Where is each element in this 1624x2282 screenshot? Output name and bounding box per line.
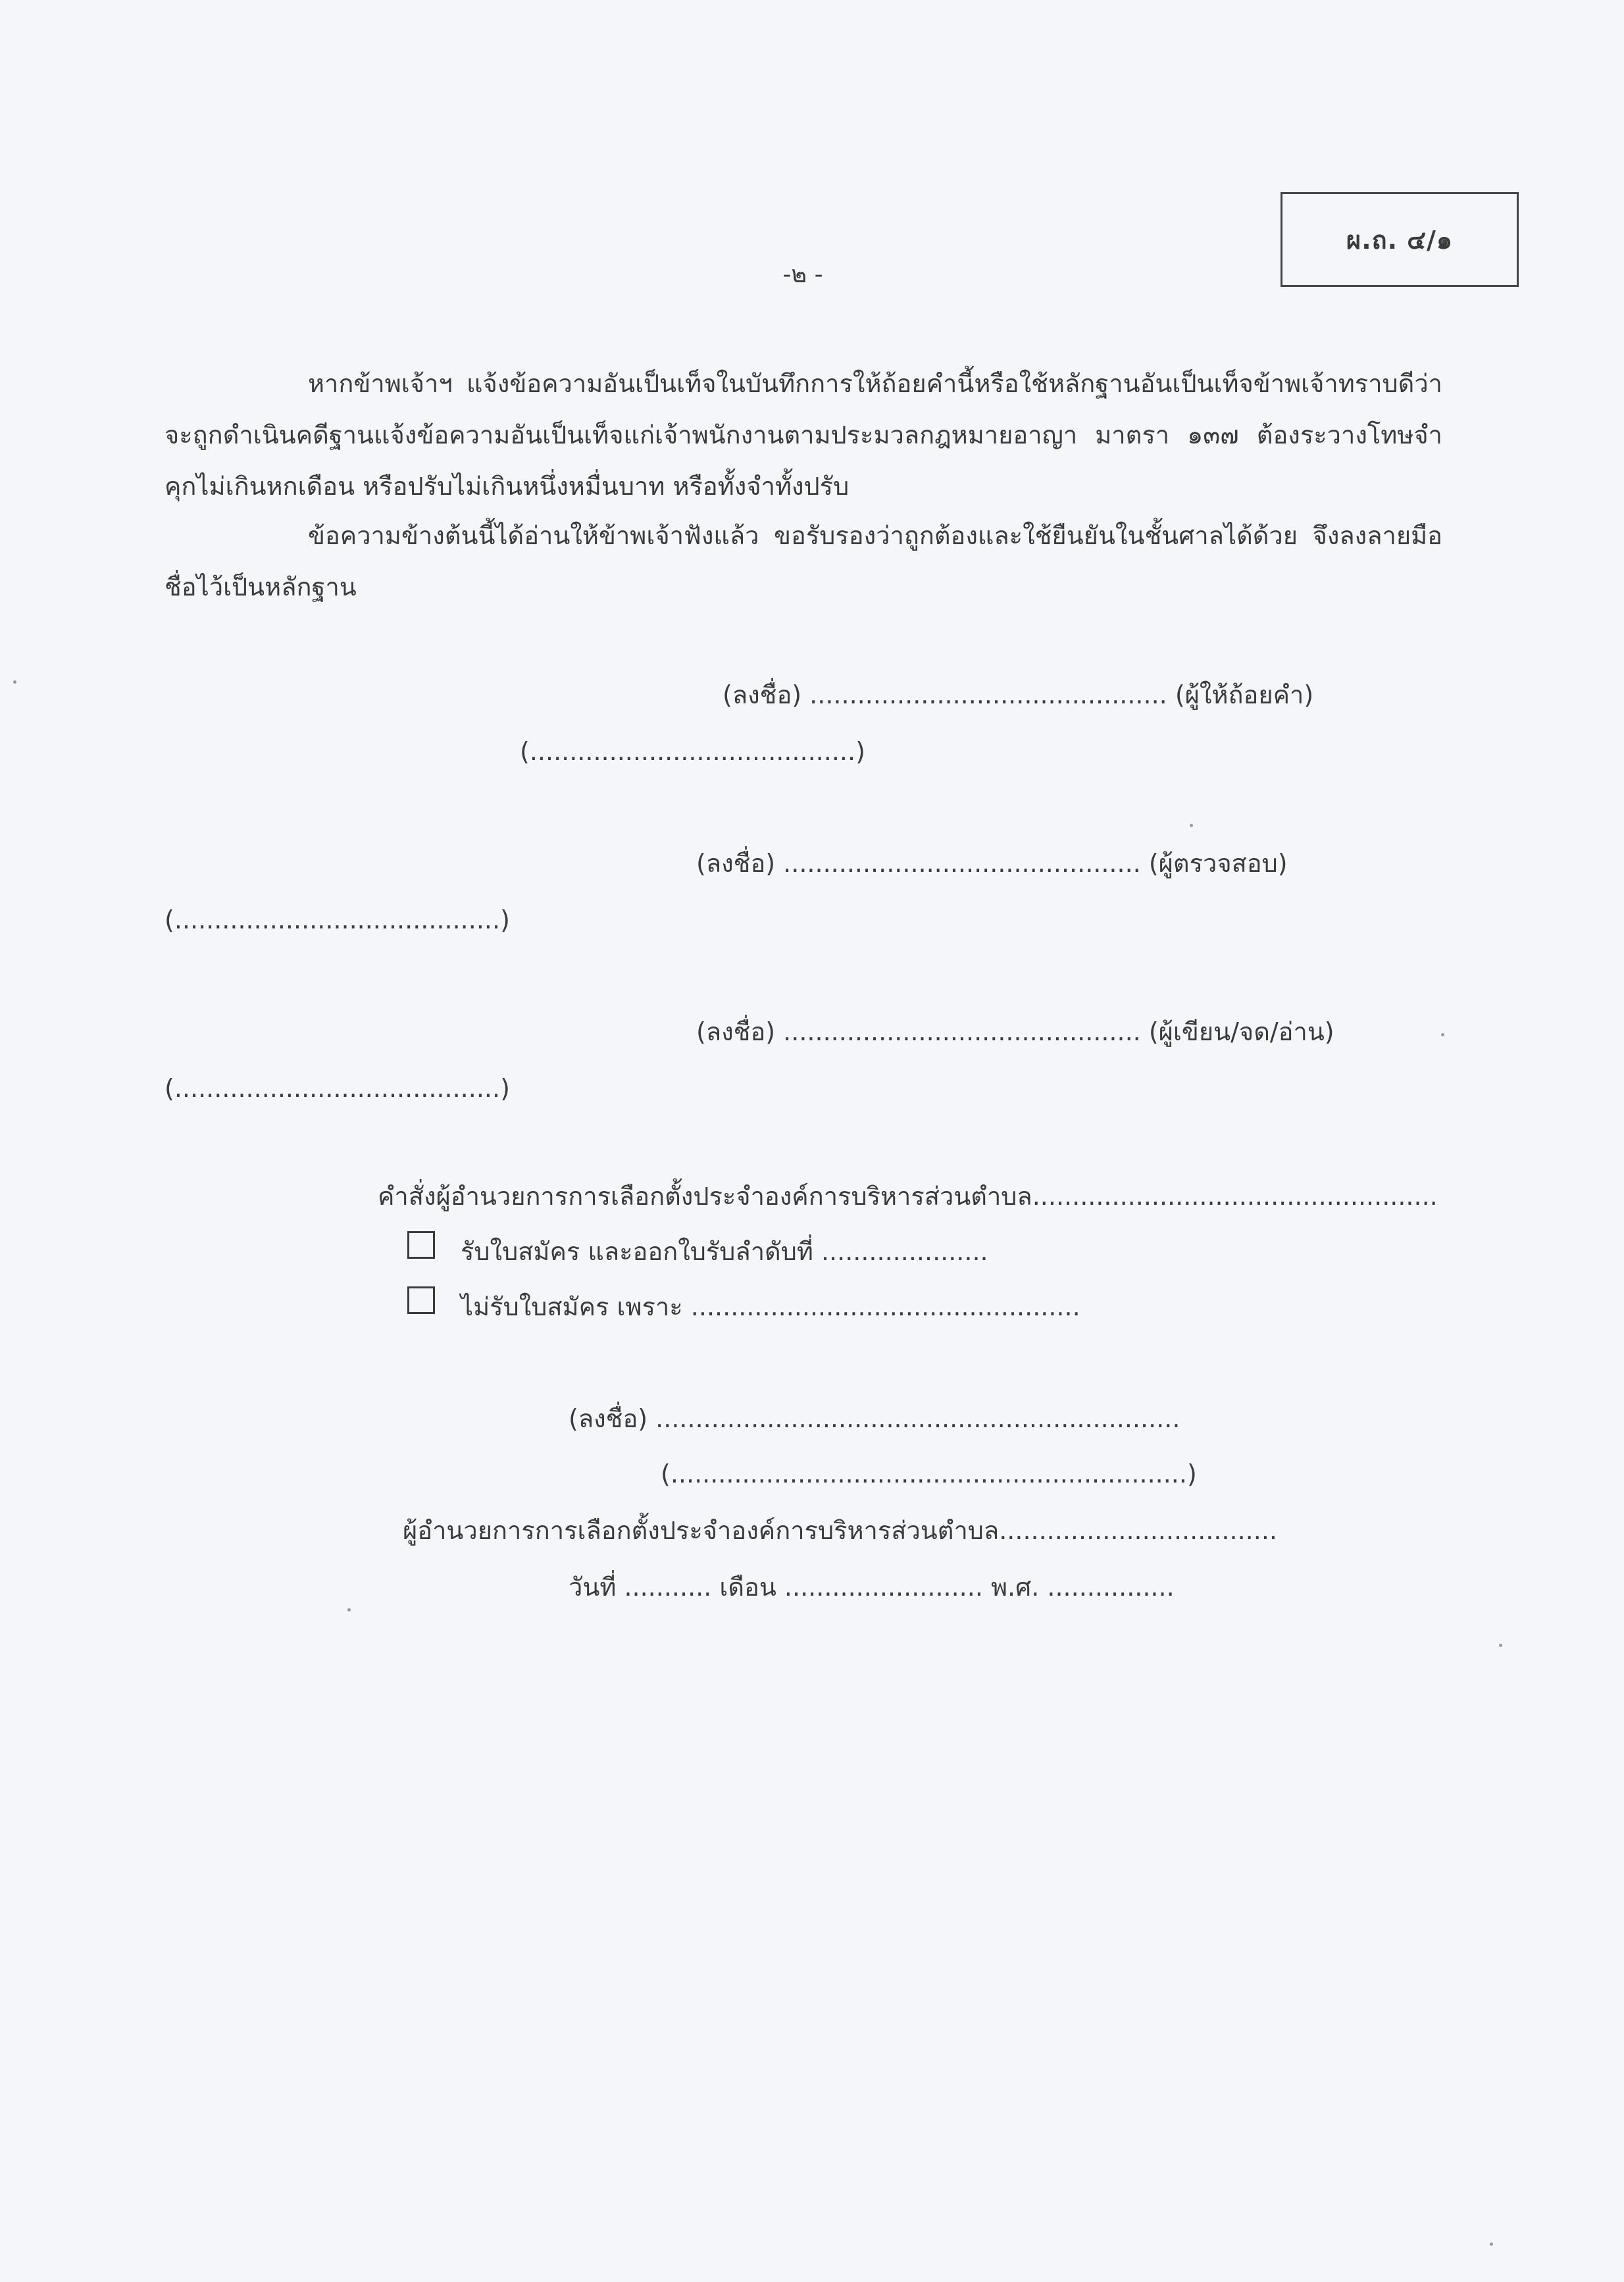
writer-signature-line: (ลงชื่อ) ............................................. (ผู้เขียน/จด/อ่าน) [696,1017,1334,1046]
inspector-name-line: (.........................................) [165,905,510,934]
order-heading: คำสั่งผู้อำนวยการการเลือกตั้งประจำองค์การบริหารส่วนตำบล................................................... [378,1182,1438,1211]
writer-name-line: (.........................................) [165,1074,510,1103]
page-number: -๒ - [782,261,823,288]
reject-checkbox[interactable] [407,1286,435,1314]
director-name-line: (.................................................................) [661,1459,1197,1488]
inspector-signature-line: (ลงชื่อ) ............................................. (ผู้ตรวจสอบ) [696,849,1288,878]
statement-giver-signature-line: (ลงชื่อ) ............................................. (ผู้ให้ถ้อยคำ) [723,680,1314,709]
paper-speck [1490,2243,1493,2246]
paper-speck [1190,824,1193,827]
form-code-box [1281,192,1519,287]
paper-speck [1499,1644,1502,1647]
director-title: ผู้อำนวยการการเลือกตั้งประจำองค์การบริหารส่วนตำบล................................... [403,1516,1277,1545]
paper-speck [1441,1033,1444,1036]
accept-option-label: รับใบสมัคร และออกใบรับลำดับที่ ..................... [461,1237,988,1266]
director-signature-line: (ลงชื่อ) .................................................................. [569,1404,1180,1433]
certification-paragraph: ข้อความข้างต้นนี้ได้อ่านให้ข้าพเจ้าฟังแล้ว ขอรับรองว่าถูกต้องและใช้ยืนยันในชั้นศาลได้ด้วย จึงลงลายมือชื่อไว้เป็นหลักฐาน [165,521,1442,601]
reject-option-label: ไม่รับใบสมัคร เพราะ ................................................. [461,1292,1080,1321]
form-code-label: ผ.ถ. ๔/๑ [1346,225,1454,255]
paper-speck [13,680,16,684]
accept-checkbox[interactable] [407,1231,435,1259]
warning-paragraph: หากข้าพเจ้าฯ แจ้งข้อความอันเป็นเท็จในบันทึกการให้ถ้อยคำนี้หรือใช้หลักฐานอันเป็นเท็จข้าพเจ้าทราบดีว่าจะถูกดำเนินคดีฐานแจ้งข้อความอันเป็นเท็จแก่เจ้าพนักงานตามประมวลกฎหมายอาญา มาตรา ๑๓๗ ต้องระวางโทษจำคุกไม่เกินหกเดือน หรือปรับไม่เกินหนึ่งหมื่นบาท หรือทั้งจำทั้งปรับ [165,369,1442,501]
statement-giver-name-line: (.........................................) [520,737,865,766]
date-line: วันที่ ........... เดือน ......................... พ.ศ. ................ [569,1573,1175,1602]
paper-speck [347,1608,351,1611]
